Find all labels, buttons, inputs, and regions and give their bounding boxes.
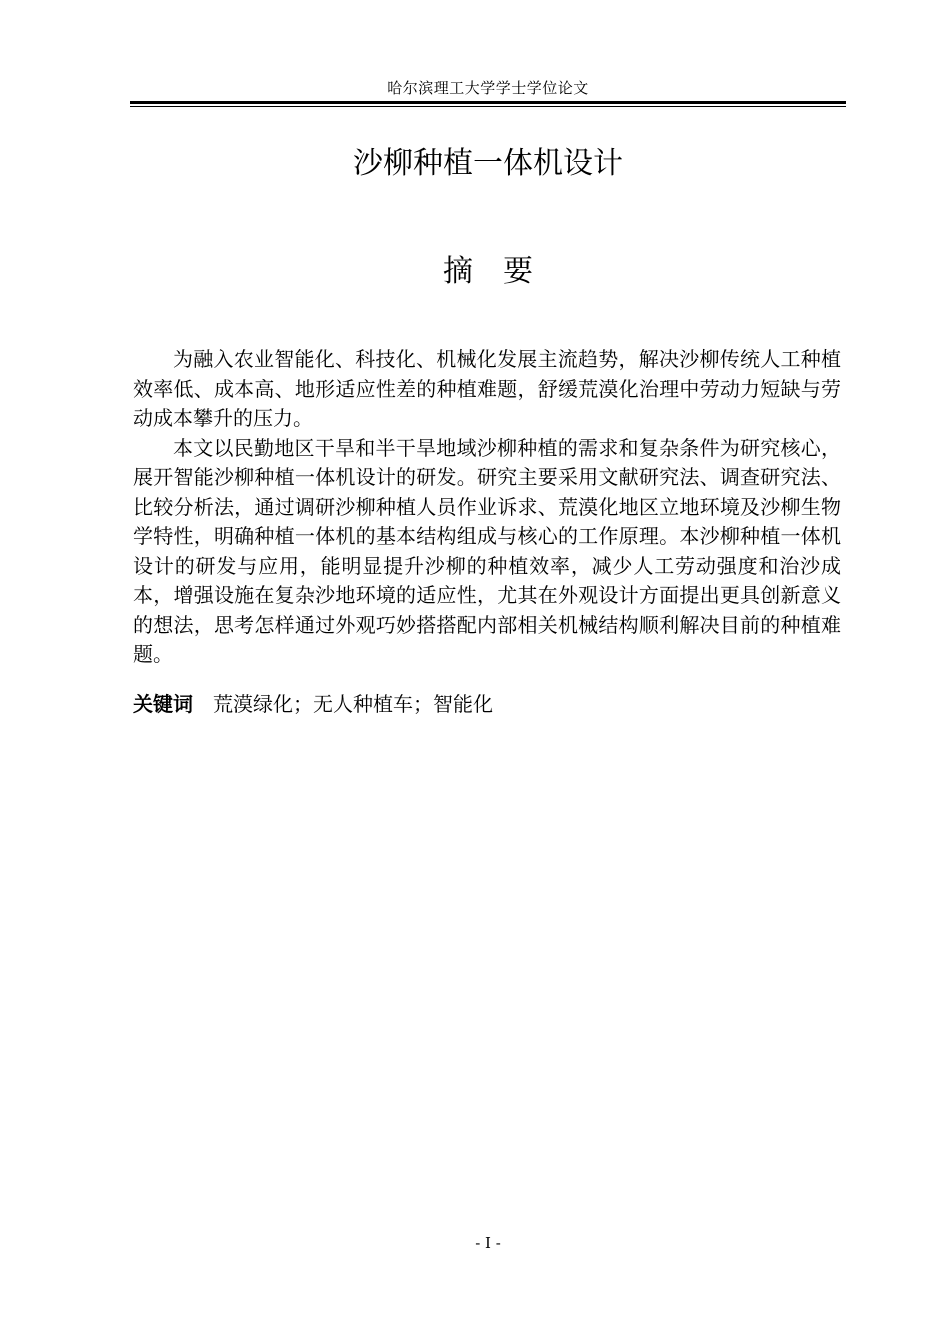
abstract-heading: 摘 要 bbox=[443, 254, 533, 289]
header-rule-thick bbox=[130, 101, 846, 104]
page-number: - I - bbox=[475, 1234, 501, 1252]
header-rule-thin bbox=[130, 106, 846, 107]
running-header: 哈尔滨理工大学学士学位论文 bbox=[387, 79, 589, 97]
keywords-value: 荒漠绿化；无人种植车；智能化 bbox=[213, 692, 493, 716]
abstract-body bbox=[133, 345, 841, 670]
keywords-line bbox=[133, 690, 841, 720]
abstract-paragraph: 为融入农业智能化、科技化、机械化发展主流趋势，解决沙柳传统人工种植效率低、成本高、地形适应性差的种植难题，舒缓荒漠化治理中劳动力短缺与劳动成本攀升的压力。 bbox=[133, 347, 841, 430]
thesis-title: 沙柳种植一体机设计 bbox=[353, 146, 623, 181]
abstract-paragraph: 本文以民勤地区干旱和半干旱地域沙柳种植的需求和复杂条件为研究核心，展开智能沙柳种植一体机设计的研发。研究主要采用文献研究法、调查研究法、比较分析法，通过调研沙柳种植人员作业诉求、荒漠化地区立地环境及沙柳生物学特性，明确种植一体机的基本结构组成与核心的工作原理。本沙柳种植一体机设计的研发与应用，能明显提升沙柳的种植效率，减少人工劳动强度和治沙成本，增强设施在复杂沙地环境的适应性，尤其在外观设计方面提出更具创新意义的想法，思考怎样通过外观巧妙搭搭配内部相关机械结构顺利解决目前的种植难题。 bbox=[133, 435, 841, 666]
keywords-label: 关键词 bbox=[133, 692, 193, 716]
